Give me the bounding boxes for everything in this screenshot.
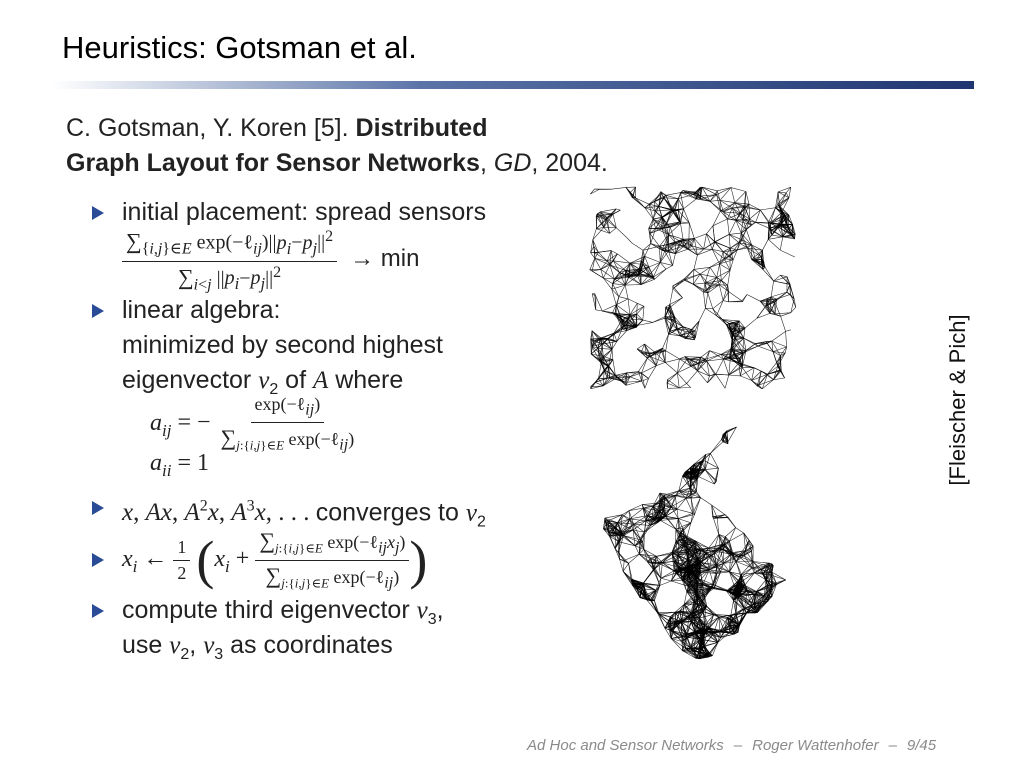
bullet-marker-3: [92, 501, 104, 515]
slide-title: Heuristics: Gotsman et al.: [62, 30, 417, 65]
bullet-5-line-1: compute third eigenvector $v_3$,: [122, 596, 444, 628]
citation-comma: ,: [479, 149, 494, 177]
bullet-2-line-2: minimized by second highest: [122, 331, 443, 359]
power-iteration-sequence: x, Ax, $A^2x$, $A^3x$, . . .: [122, 498, 316, 527]
bullet-marker-1: [92, 206, 104, 220]
footer-course: Ad Hoc and Sensor Networks: [527, 737, 724, 754]
citation-line-1: [66, 111, 608, 146]
citation-title-part-1: Distributed: [355, 114, 488, 142]
v2-subscript: 2: [269, 381, 279, 398]
as-coordinates-text: as coordinates: [223, 631, 393, 659]
aij-formula: $a_{ij}$ = − $\frac{\exp(-\ell_{ij})}{\sum_{j:\{i,j\}\in E} \exp(-\ell_{ij})}$: [150, 394, 358, 454]
figure-credit: [Fleischer & Pich]: [945, 314, 970, 486]
bullet-1-text: initial placement: spread sensors: [122, 198, 487, 226]
update-fraction: $\frac{\sum_{j:\{i,j\}\in E} \exp(-\ell_{ij}x_j)}{\sum_{j:\{i,j\}\in E} \exp(-\ell_{ij})}$: [255, 528, 409, 592]
bullet-marker-2: [92, 304, 104, 318]
update-rule-formula: $x_i$ ← $\frac{1}{2}$ ($x_i$ + $\frac{\sum_{j:\{i,j\}\in E} \exp(-\ell_{ij}x_j)}{\sum_{j:\{i,j\}\in E} \exp(-\ell_{ij})}$ ): [122, 528, 428, 592]
footer-separator-1: –: [733, 737, 743, 754]
arrow-min-label: → min: [350, 244, 420, 272]
citation-year: , 2004.: [531, 149, 608, 177]
eigenvector-prefix: eigenvector: [122, 366, 259, 394]
where-word: where: [328, 366, 404, 394]
aii-formula: $a_{ii} = 1$: [150, 450, 209, 480]
citation: [66, 111, 608, 181]
citation-line-2: [66, 146, 608, 181]
bullet-5-line-2: use $v_2$, $v_3$ as coordinates: [122, 631, 393, 663]
spread-objective-formula: [122, 228, 419, 294]
converges-text: converges to: [315, 498, 466, 527]
footer-separator-2: –: [888, 737, 897, 754]
citation-title-part-2: Graph Layout for Sensor Networks: [66, 149, 480, 177]
bullet-marker-4: [92, 553, 104, 567]
third-eigenvector-text: compute third eigenvector: [122, 596, 417, 624]
citation-venue: GD: [493, 149, 532, 177]
objective-fraction: [122, 228, 337, 294]
of-word: of: [278, 366, 313, 394]
aii-equals-one: = 1: [177, 450, 209, 476]
use-word: use: [122, 631, 170, 659]
objective-numerator: $\sum_{\{i,j\}\in E}$ $\exp(-\ell_{ij})||p_i-p_j||^2$: [122, 228, 337, 262]
footer: [527, 737, 936, 754]
footer-author: Roger Wattenhofer: [752, 737, 879, 754]
bullet-3-text: x, Ax, $A^2x$, $A^3x$, . . . converges to $v_2$: [122, 498, 486, 531]
distorted-network-graph: [590, 410, 800, 675]
title-underline-bar: [52, 81, 974, 89]
half-fraction: $\frac{1}{2}$: [173, 537, 190, 584]
objective-denominator: $\sum_{i<j}$ $||p_i-p_j||^2$: [177, 263, 282, 294]
square-network-graph: [585, 183, 800, 393]
citation-authors: C. Gotsman, Y. Koren [5].: [66, 114, 356, 142]
aij-fraction: $\frac{\exp(-\ell_{ij})}{\sum_{j:\{i,j\}\in E} \exp(-\ell_{ij})}$: [220, 394, 355, 454]
bullet-2-line-1: linear algebra:: [122, 296, 281, 324]
v2-symbol: v: [258, 367, 270, 394]
footer-page-number: 9/45: [906, 737, 937, 754]
matrix-A-symbol: A: [312, 367, 329, 394]
bullet-marker-5: [92, 604, 104, 618]
